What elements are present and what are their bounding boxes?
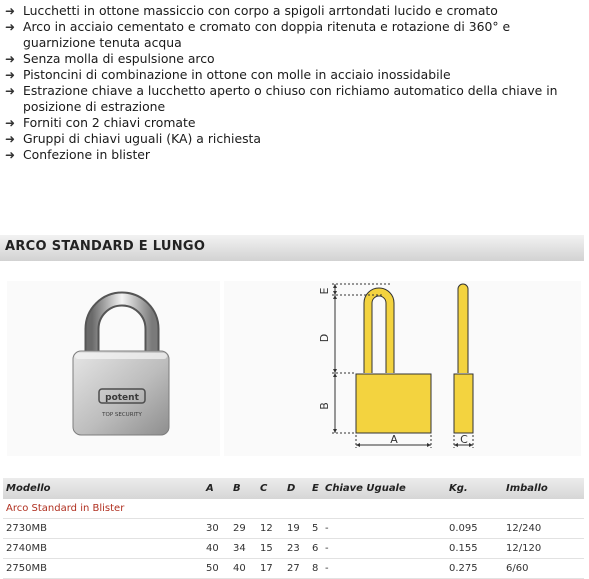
cell-kg: 0.155 (449, 539, 506, 559)
cell-b: 34 (233, 539, 260, 559)
header-d: D (287, 478, 312, 499)
feature-item: ➜ Senza molla di espulsione arco (5, 51, 215, 66)
cell-imballo: 12/120 (506, 539, 584, 559)
cell-c: 17 (260, 559, 287, 579)
header-imballo: Imballo (506, 478, 584, 499)
header-kg: Kg. (449, 478, 506, 499)
cell-modello: 2730MB (3, 519, 206, 539)
table-row (3, 539, 584, 559)
cell-a: 50 (206, 559, 233, 579)
cell-d: 19 (287, 519, 312, 539)
feature-item: ➜ Estrazione chiave a lucchetto aperto o chiuso con richiamo automatico della chiave in posizione di estrazione (5, 83, 558, 114)
padlock-photo (7, 281, 220, 456)
brand-caption: TOP SECURITY (102, 412, 142, 418)
section-title: ARCO STANDARD E LUNGO (5, 239, 206, 254)
arrow-icon: ➜ (5, 148, 16, 162)
feature-item: ➜ Pistoncini di combinazione in ottone con molle in acciaio inossidabile (5, 67, 451, 82)
arrow-icon: ➜ (5, 84, 16, 98)
header-e: E (312, 478, 325, 499)
cell-c: 15 (260, 539, 287, 559)
feature-item: ➜ Gruppi di chiavi uguali (KA) a richiesta (5, 131, 262, 146)
arrow-icon: ➜ (5, 4, 16, 18)
dimension-label-d: D (318, 333, 331, 343)
cell-e: 6 (312, 539, 325, 559)
arrow-icon: ➜ (5, 20, 16, 34)
table-row (3, 559, 584, 579)
cell-modello: 2740MB (3, 539, 206, 559)
cell-kg: 0.095 (449, 519, 506, 539)
cell-b: 29 (233, 519, 260, 539)
section-header (0, 235, 584, 261)
cell-d: 27 (287, 559, 312, 579)
cell-modello: 2750MB (3, 559, 206, 579)
cell-chiave-uguale: - (325, 519, 449, 539)
header-modello: Modello (3, 478, 206, 499)
header-a: A (206, 478, 233, 499)
cell-chiave-uguale: - (325, 559, 449, 579)
table-row (3, 519, 584, 539)
cell-imballo: 12/240 (506, 519, 584, 539)
cell-e: 5 (312, 519, 325, 539)
padlock-technical-drawing (224, 281, 581, 456)
table-header-row (3, 478, 584, 499)
arrow-icon: ➜ (5, 68, 16, 82)
cell-b: 40 (233, 559, 260, 579)
cell-imballo: 6/60 (506, 559, 584, 579)
cell-c: 12 (260, 519, 287, 539)
dimension-label-a: A (390, 433, 398, 446)
group-label: Arco Standard in Blister (3, 499, 584, 519)
feature-item: ➜ Confezione in blister (5, 147, 151, 162)
cell-d: 23 (287, 539, 312, 559)
feature-item: ➜ Lucchetti in ottone massiccio con corpo a spigoli arrtondati lucido e cromato (5, 3, 498, 18)
header-chiave-uguale: Chiave Uguale (325, 478, 449, 499)
brand-logo-text: potent (105, 393, 139, 403)
dimension-label-c: C (460, 433, 468, 446)
table-group-row (3, 499, 584, 519)
dimension-label-b: B (318, 402, 331, 410)
header-c: C (260, 478, 287, 499)
arrow-icon: ➜ (5, 132, 16, 146)
arrow-icon: ➜ (5, 116, 16, 130)
cell-a: 40 (206, 539, 233, 559)
feature-item: ➜ Arco in acciaio cementato e cromato con doppia ritenuta e rotazione di 360° e guarnizione tenuta acqua (5, 19, 511, 50)
technical-drawing-panel (224, 281, 581, 456)
arrow-icon: ➜ (5, 52, 16, 66)
cell-a: 30 (206, 519, 233, 539)
header-b: B (233, 478, 260, 499)
product-photo-panel (7, 281, 220, 456)
feature-item: ➜ Forniti con 2 chiavi cromate (5, 115, 196, 130)
cell-chiave-uguale: - (325, 539, 449, 559)
specifications-table (3, 478, 584, 579)
dimension-label-e: E (318, 287, 331, 295)
cell-kg: 0.275 (449, 559, 506, 579)
feature-list (5, 3, 585, 163)
cell-e: 8 (312, 559, 325, 579)
